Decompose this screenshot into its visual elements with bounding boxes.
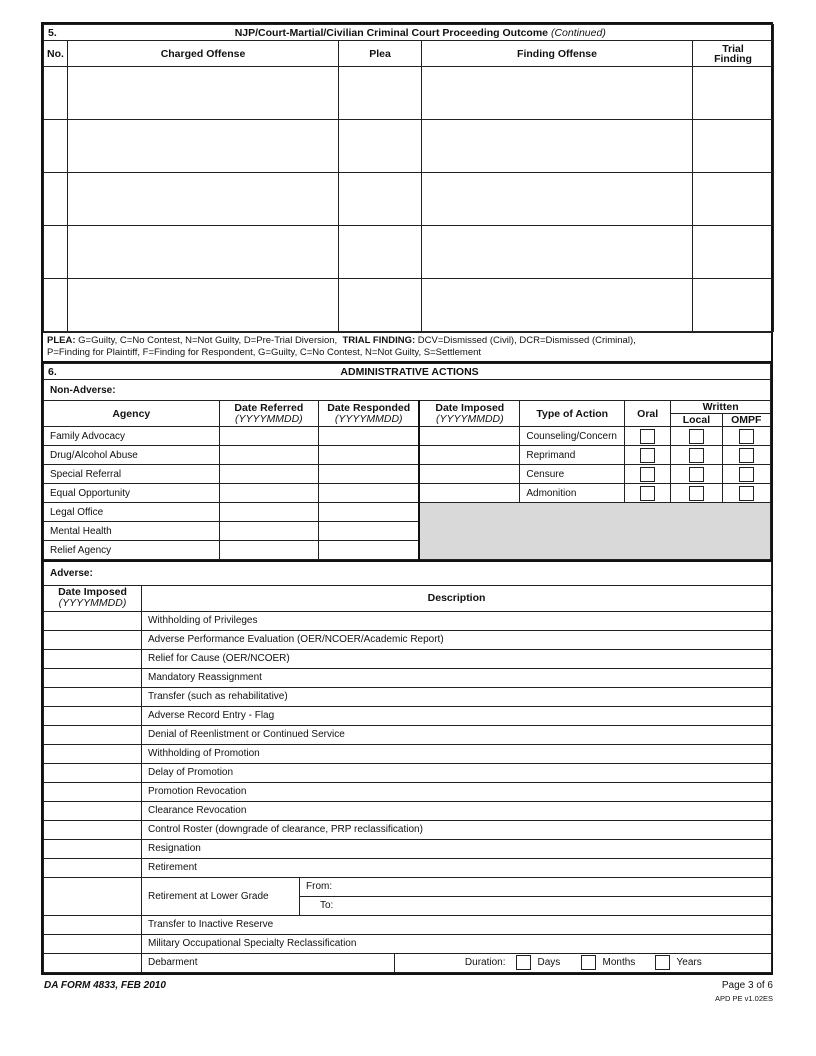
trial-header-line1: Trial xyxy=(722,42,744,55)
trial-finding-cell[interactable] xyxy=(693,226,774,279)
adverse-description: Adverse Record Entry - Flag xyxy=(142,706,772,725)
ompf-checkbox[interactable] xyxy=(739,467,754,482)
months-label: Months xyxy=(599,953,653,972)
action-type-label: Censure xyxy=(520,465,625,484)
trial-finding-cell[interactable] xyxy=(693,173,774,226)
adverse-row xyxy=(44,744,772,763)
adverse-description: Mandatory Reassignment xyxy=(142,668,772,687)
charged-offense-cell[interactable] xyxy=(68,67,339,120)
trial-finding-cell[interactable] xyxy=(693,120,774,173)
trial-legend-label: TRIAL FINDING: xyxy=(342,335,416,346)
date-responded-field[interactable] xyxy=(319,446,420,465)
date-referred-field[interactable] xyxy=(219,446,319,465)
adverse-row xyxy=(44,668,772,687)
agency-label: Drug/Alcohol Abuse xyxy=(44,446,220,465)
local-checkbox[interactable] xyxy=(689,429,704,444)
date-responded-field[interactable] xyxy=(319,503,420,522)
charged-offense-cell[interactable] xyxy=(68,120,339,173)
offense-no-cell[interactable] xyxy=(44,173,68,226)
agency-label: Special Referral xyxy=(44,465,220,484)
action-type-label: Counseling/Concern xyxy=(520,427,625,446)
offense-no-cell[interactable] xyxy=(44,67,68,120)
col-finding-offense-header: Finding Offense xyxy=(422,41,693,67)
years-label: Years xyxy=(673,953,772,972)
form-name: DA FORM 4833, FEB 2010 xyxy=(44,980,166,991)
section6-adverse-table xyxy=(43,560,772,973)
trial-legend-text: DCV=Dismissed (Civil), DCR=Dismissed (Criminal), xyxy=(415,335,636,346)
local-checkbox[interactable] xyxy=(689,467,704,482)
col-charged-offense-header: Charged Offense xyxy=(68,41,339,67)
offense-row xyxy=(44,279,774,332)
months-checkbox[interactable] xyxy=(581,955,596,970)
ompf-checkbox[interactable] xyxy=(739,486,754,501)
agency-row xyxy=(44,427,771,446)
adverse-description: Retirement xyxy=(142,858,772,877)
date-responded-field[interactable] xyxy=(319,484,420,503)
adverse-row xyxy=(44,782,772,801)
days-checkbox[interactable] xyxy=(516,955,531,970)
finding-offense-cell[interactable] xyxy=(422,120,693,173)
adverse-row xyxy=(44,839,772,858)
date-referred-label: Date Referred xyxy=(234,401,304,414)
col-no-header: No. xyxy=(44,41,68,67)
date-referred-field[interactable] xyxy=(219,465,319,484)
adverse-description: Military Occupational Specialty Reclassification xyxy=(142,934,772,953)
section5-title: NJP/Court-Martial/Civilian Criminal Court Proceeding Outcome xyxy=(234,26,549,39)
adverse-date-field[interactable] xyxy=(44,839,142,858)
adverse-date-field[interactable] xyxy=(44,820,142,839)
date-format-label: (YYYYMMDD) xyxy=(235,412,303,425)
adverse-row xyxy=(44,763,772,782)
section6-nonadverse-table xyxy=(43,363,771,560)
adverse-description: Clearance Revocation xyxy=(142,801,772,820)
adverse-description: Withholding of Privileges xyxy=(142,611,772,630)
trial-header-line2: Finding xyxy=(714,52,752,65)
page-number: Page 3 of 6 xyxy=(721,980,773,991)
adverse-row xyxy=(44,934,772,953)
plea-cell[interactable] xyxy=(339,173,422,226)
col-agency-header: Agency xyxy=(44,401,220,427)
section6-number: 6. xyxy=(44,364,220,380)
adverse-description: Control Roster (downgrade of clearance, PRP reclassification) xyxy=(142,820,772,839)
trial-finding-cell[interactable] xyxy=(693,67,774,120)
adverse-date-field[interactable] xyxy=(44,744,142,763)
section5-table xyxy=(43,24,774,332)
oral-checkbox[interactable] xyxy=(640,448,655,463)
from-label: From: xyxy=(306,881,333,892)
offense-row xyxy=(44,173,774,226)
finding-offense-cell[interactable] xyxy=(422,173,693,226)
adverse-date-field[interactable] xyxy=(44,649,142,668)
date-referred-field[interactable] xyxy=(219,427,319,446)
local-checkbox[interactable] xyxy=(689,486,704,501)
date-format-label: (YYYYMMDD) xyxy=(334,412,403,425)
plea-cell[interactable] xyxy=(339,279,422,332)
oral-checkbox[interactable] xyxy=(640,429,655,444)
adverse-date-field[interactable] xyxy=(44,725,142,744)
section5-title-suffix: (Continued) xyxy=(550,26,606,39)
action-type-label: Reprimand xyxy=(520,446,625,465)
adverse-date-field[interactable] xyxy=(44,706,142,725)
agency-row xyxy=(44,465,771,484)
date-imposed-label: Date Imposed xyxy=(435,401,505,414)
date-responded-field[interactable] xyxy=(319,541,420,560)
adverse-row xyxy=(44,820,772,839)
finding-offense-cell[interactable] xyxy=(422,226,693,279)
adverse-date-imposed-label: Date Imposed xyxy=(58,586,127,598)
adverse-date-field[interactable] xyxy=(44,782,142,801)
adverse-date-field[interactable] xyxy=(44,801,142,820)
date-responded-field[interactable] xyxy=(319,465,420,484)
col-trial-finding-header xyxy=(693,41,774,67)
offense-no-cell[interactable] xyxy=(44,226,68,279)
agency-row xyxy=(44,446,771,465)
adverse-date-field[interactable] xyxy=(44,877,142,915)
agency-label: Equal Opportunity xyxy=(44,484,220,503)
adverse-row xyxy=(44,687,772,706)
adverse-row xyxy=(44,953,772,972)
nonadverse-label: Non-Adverse: xyxy=(44,380,771,401)
legend-line2: P=Finding for Plaintiff, F=Finding for Respondent, G=Guilty, C=No Contest, N=Not Guilty, S=Settlement xyxy=(47,347,482,358)
agency-label: Mental Health xyxy=(44,522,220,541)
date-responded-label: Date Responded xyxy=(327,401,411,414)
date-imposed-field[interactable] xyxy=(419,446,520,465)
adverse-description: Resignation xyxy=(142,839,772,858)
adverse-date-field[interactable] xyxy=(44,915,142,934)
adverse-row xyxy=(44,611,772,630)
col-written-header: Written xyxy=(671,401,771,414)
agency-label: Relief Agency xyxy=(44,541,220,560)
agency-row xyxy=(44,503,771,522)
section5-number: 5. xyxy=(44,25,68,41)
local-checkbox[interactable] xyxy=(689,448,704,463)
retirement-from-field[interactable] xyxy=(300,877,772,896)
adverse-description: Delay of Promotion xyxy=(142,763,772,782)
offense-row xyxy=(44,120,774,173)
agency-row xyxy=(44,484,771,503)
adverse-row xyxy=(44,630,772,649)
adverse-date-field[interactable] xyxy=(44,611,142,630)
charged-offense-cell[interactable] xyxy=(68,226,339,279)
adverse-description: Retirement at Lower Grade xyxy=(142,877,300,915)
date-referred-field[interactable] xyxy=(219,503,319,522)
col-local-header: Local xyxy=(671,414,722,427)
offense-no-cell[interactable] xyxy=(44,279,68,332)
offense-no-cell[interactable] xyxy=(44,120,68,173)
years-checkbox[interactable] xyxy=(655,955,670,970)
date-imposed-field[interactable] xyxy=(419,427,520,446)
adverse-description: Denial of Reenlistment or Continued Service xyxy=(142,725,772,744)
adverse-description: Promotion Revocation xyxy=(142,782,772,801)
plea-legend-text: G=Guilty, C=No Contest, N=Not Guilty, D=Pre-Trial Diversion, xyxy=(75,335,338,346)
adverse-row xyxy=(44,915,772,934)
date-format-label: (YYYYMMDD) xyxy=(435,412,504,425)
adverse-date-field[interactable] xyxy=(44,953,142,972)
oral-checkbox[interactable] xyxy=(640,486,655,501)
col-ompf-header: OMPF xyxy=(722,414,770,427)
adverse-date-field[interactable] xyxy=(44,934,142,953)
plea-cell[interactable] xyxy=(339,67,422,120)
adverse-date-field[interactable] xyxy=(44,858,142,877)
adverse-date-field[interactable] xyxy=(44,687,142,706)
adverse-row xyxy=(44,801,772,820)
adverse-description: Adverse Performance Evaluation (OER/NCOER/Academic Report) xyxy=(142,630,772,649)
adverse-description: Debarment xyxy=(142,953,395,972)
col-oral-header: Oral xyxy=(625,401,671,427)
adverse-row xyxy=(44,649,772,668)
duration-label: Duration: xyxy=(395,953,514,972)
days-label: Days xyxy=(534,953,579,972)
adverse-row xyxy=(44,706,772,725)
adverse-description: Transfer to Inactive Reserve xyxy=(142,915,772,934)
trial-finding-cell[interactable] xyxy=(693,279,774,332)
section6-title: ADMINISTRATIVE ACTIONS xyxy=(219,364,770,380)
adverse-description: Withholding of Promotion xyxy=(142,744,772,763)
adverse-date-field[interactable] xyxy=(44,763,142,782)
col-date-responded-header xyxy=(319,401,420,427)
plea-cell[interactable] xyxy=(339,120,422,173)
charged-offense-cell[interactable] xyxy=(68,279,339,332)
date-responded-field[interactable] xyxy=(319,522,420,541)
adverse-label: Adverse: xyxy=(44,561,772,585)
form-page xyxy=(41,22,773,975)
col-adverse-date-imposed-header xyxy=(44,585,142,611)
charged-offense-cell[interactable] xyxy=(68,173,339,226)
adverse-row xyxy=(44,877,772,896)
offense-row xyxy=(44,226,774,279)
ompf-checkbox[interactable] xyxy=(739,429,754,444)
col-date-imposed-header xyxy=(419,401,520,427)
adverse-description: Relief for Cause (OER/NCOER) xyxy=(142,649,772,668)
plea-cell[interactable] xyxy=(339,226,422,279)
col-plea-header: Plea xyxy=(339,41,422,67)
date-imposed-field[interactable] xyxy=(419,465,520,484)
plea-legend-label: PLEA: xyxy=(47,335,76,346)
oral-checkbox[interactable] xyxy=(640,467,655,482)
agency-label: Legal Office xyxy=(44,503,220,522)
col-date-referred-header xyxy=(219,401,319,427)
date-imposed-field[interactable] xyxy=(419,484,520,503)
action-type-label: Admonition xyxy=(520,484,625,503)
ompf-checkbox[interactable] xyxy=(739,448,754,463)
adverse-row xyxy=(44,858,772,877)
date-responded-field[interactable] xyxy=(319,427,420,446)
col-type-action-header: Type of Action xyxy=(520,401,625,427)
col-description-header: Description xyxy=(142,585,772,611)
finding-offense-cell[interactable] xyxy=(422,279,693,332)
plea-legend xyxy=(43,332,771,363)
offense-row xyxy=(44,67,774,120)
date-referred-field[interactable] xyxy=(219,541,319,560)
date-referred-field[interactable] xyxy=(219,484,319,503)
adverse-row xyxy=(44,725,772,744)
date-format-label: (YYYYMMDD) xyxy=(58,597,127,609)
page-info xyxy=(715,980,773,1003)
adverse-description: Transfer (such as rehabilitative) xyxy=(142,687,772,706)
adverse-date-field[interactable] xyxy=(44,630,142,649)
shaded-area xyxy=(419,503,770,560)
date-referred-field[interactable] xyxy=(219,522,319,541)
agency-label: Family Advocacy xyxy=(44,427,220,446)
finding-offense-cell[interactable] xyxy=(422,67,693,120)
to-label: To: xyxy=(320,900,334,911)
adverse-date-field[interactable] xyxy=(44,668,142,687)
retirement-to-field[interactable] xyxy=(300,896,772,915)
form-version: APD PE v1.02ES xyxy=(715,994,773,1003)
